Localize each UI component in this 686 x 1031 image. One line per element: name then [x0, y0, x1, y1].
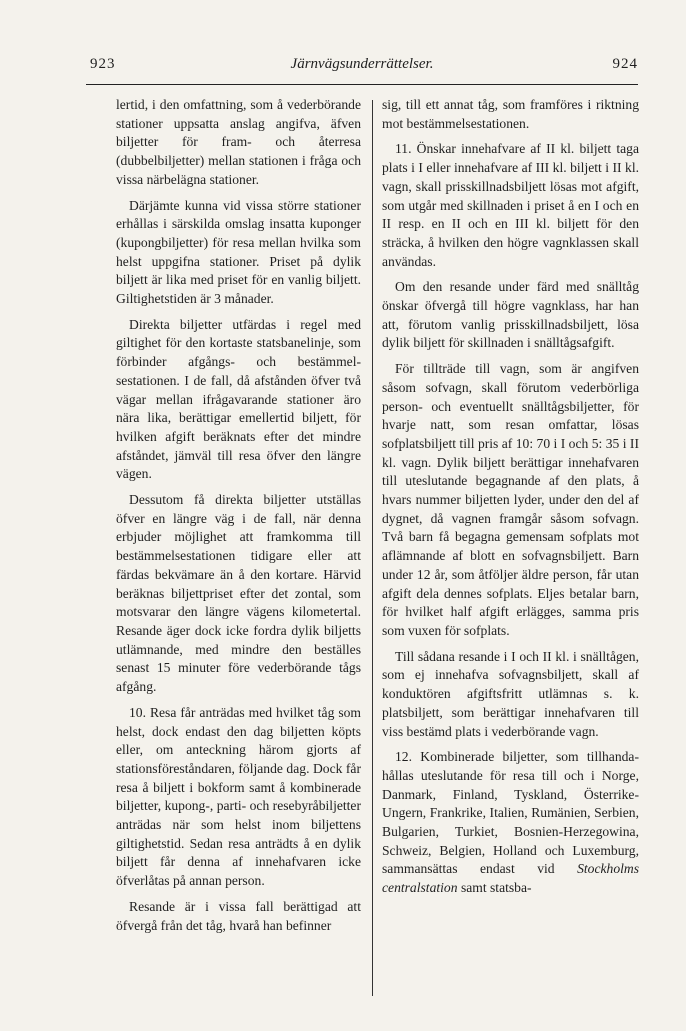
paragraph: Direkta biljetter utfärdas i regel med giltighet för den kortaste statsbanelinje, som förbinder afgångs- och bestämmelsestationen. I de fall, då afstånden öfver två vägar mellan ifrågavarande stationer äro nära lika, berättigar emellertid biljett, för hvilken afgift beräknats efter det mindre afståndet, jämväl till resa öfver den längre vägen. — [116, 316, 361, 482]
paragraph: sig, till ett annat tåg, som framföres i riktning mot bestämmelsestationen. — [382, 97, 639, 131]
paragraph: lertid, i den omfattning, som å vederbörande stationer uppsatta anslag angifva, äfven biljetter för fram- och återresa (dubbelbiljetter) mellan stationen i fråga och vissa närbelägna stationer. — [116, 97, 361, 187]
running-title: Järnvägsunderrättelser. — [290, 56, 434, 72]
paragraph: 11. Önskar innehafvare af II kl. biljett taga plats i I eller innehafvare af III kl. biljett i II kl. vagn, skall prisskillnadsbiljett lösas mot afgift, som utgår med skillnaden i priset å en I och en II resp. en II och en III kl. biljett för den sträcka, å hvilken den högre vagnklassen skall användas. — [382, 141, 639, 269]
column-divider — [372, 100, 373, 996]
paragraph: Resande är i vissa fall berättigad att öfvergå från det tåg, hvarå han befinner — [116, 898, 361, 933]
paragraph: Om den resande under färd med snälltåg önskar öfvergå till högre vagnklass, har han att, förutom vanlig prisskillnadsbiljett, lösa dylik biljett för skillnaden i snälltågsafgift. — [382, 279, 639, 351]
paragraph: Därjämte kunna vid vissa större stationer erhållas i särskilda omslag insatta kuponger (kupongbiljetter) för resa mellan hvilka som helst uppgifna stationer. Priset på dylik biljett är lika med priset för en vanlig biljett. Giltighetstiden är 3 månader. — [116, 197, 361, 307]
paragraph: För tillträde till vagn, som är angifven såsom sofvagn, skall förutom vederbörliga person- och eventuellt snälltågsbiljetter, för hvarje natt, som resan omfattar, lösas sofplatsbiljett till pris af 10: 70 i I och 5: 35 i II kl. vagn. Dylik biljett berättigar innehafvaren till uteslutande begagnande af den plats, å hvars nummer biljetten lyder, under den del af dygnet, då vagnen framgår såsom sofvagn. Två barn få begagna gemensam sofplats mot aflämnande af blott en sofvagnsbiljett. Barn under 12 år, som åtföljer äldre person, får utan afgift dela dennes sofplats. Eljes betalar barn, för hvilket half afgift erlägges, samma pris som vuxen för sofplats. — [382, 361, 639, 638]
paragraph: 10. Resa får anträdas med hvilket tåg som helst, dock endast den dag biljetten köpts eller, om anteckning härom gjorts af stationsföreståndaren, följande dag. Dock får resa å biljett i bokform samt å kombinerade biljetter, kupong-, parti- och resebyråbiljetter anträdas när som helst inom biljettens giltighetstid. Sedan resa anträdts å en dylik biljett får denna af innehafvaren icke öfverlåtas på annan person. — [116, 704, 361, 889]
text-run: 12. Kombinerade biljetter, som tillhandahållas uteslutande för resa till och i Norge, Danmark, Finland, Tyskland, Österrike-Ungern, Frankrike, Italien, Rumänien, Serbien, Bulgarien, Turkiet, Bosnien-Herzegowina, Schweiz, Belgien, Holland och Luxemburg, sammansättas endast vid — [382, 749, 639, 877]
paragraph: Till sådana resande i I och II kl. i snälltågen, som ej innehafva sofvagnsbiljett, skall af konduktören afgiftsfritt utlämnas s. k. platsbiljett, som berättigar innehafvaren till viss bestämd plats i vederbörande vagn. — [382, 648, 639, 739]
page-header — [86, 56, 638, 80]
paragraph — [382, 748, 639, 898]
right-column — [382, 96, 639, 905]
left-column — [116, 96, 361, 942]
page-number-right: 924 — [612, 56, 638, 72]
header-rule — [86, 84, 638, 85]
paragraph: Dessutom få direkta biljetter utställas öfver en längre väg i de fall, när denna erbjuder möjlighet att framkomma till bestämmelsestationen tidigare eller att färdas bekvämare än å den kortare. Härvid beräknas biljettpriset efter det zontal, som motsvarar den längre vägens kilometertal. Resande äger dock icke fordra dylik biljetts utlämnande, med mindre den beställes senast 15 minuter före vederbörande tågs afgång. — [116, 492, 361, 695]
text-run: samt statsba- — [460, 880, 532, 896]
page-number-left: 923 — [90, 56, 116, 72]
italic-text: Stockholms centralstation — [382, 861, 639, 896]
